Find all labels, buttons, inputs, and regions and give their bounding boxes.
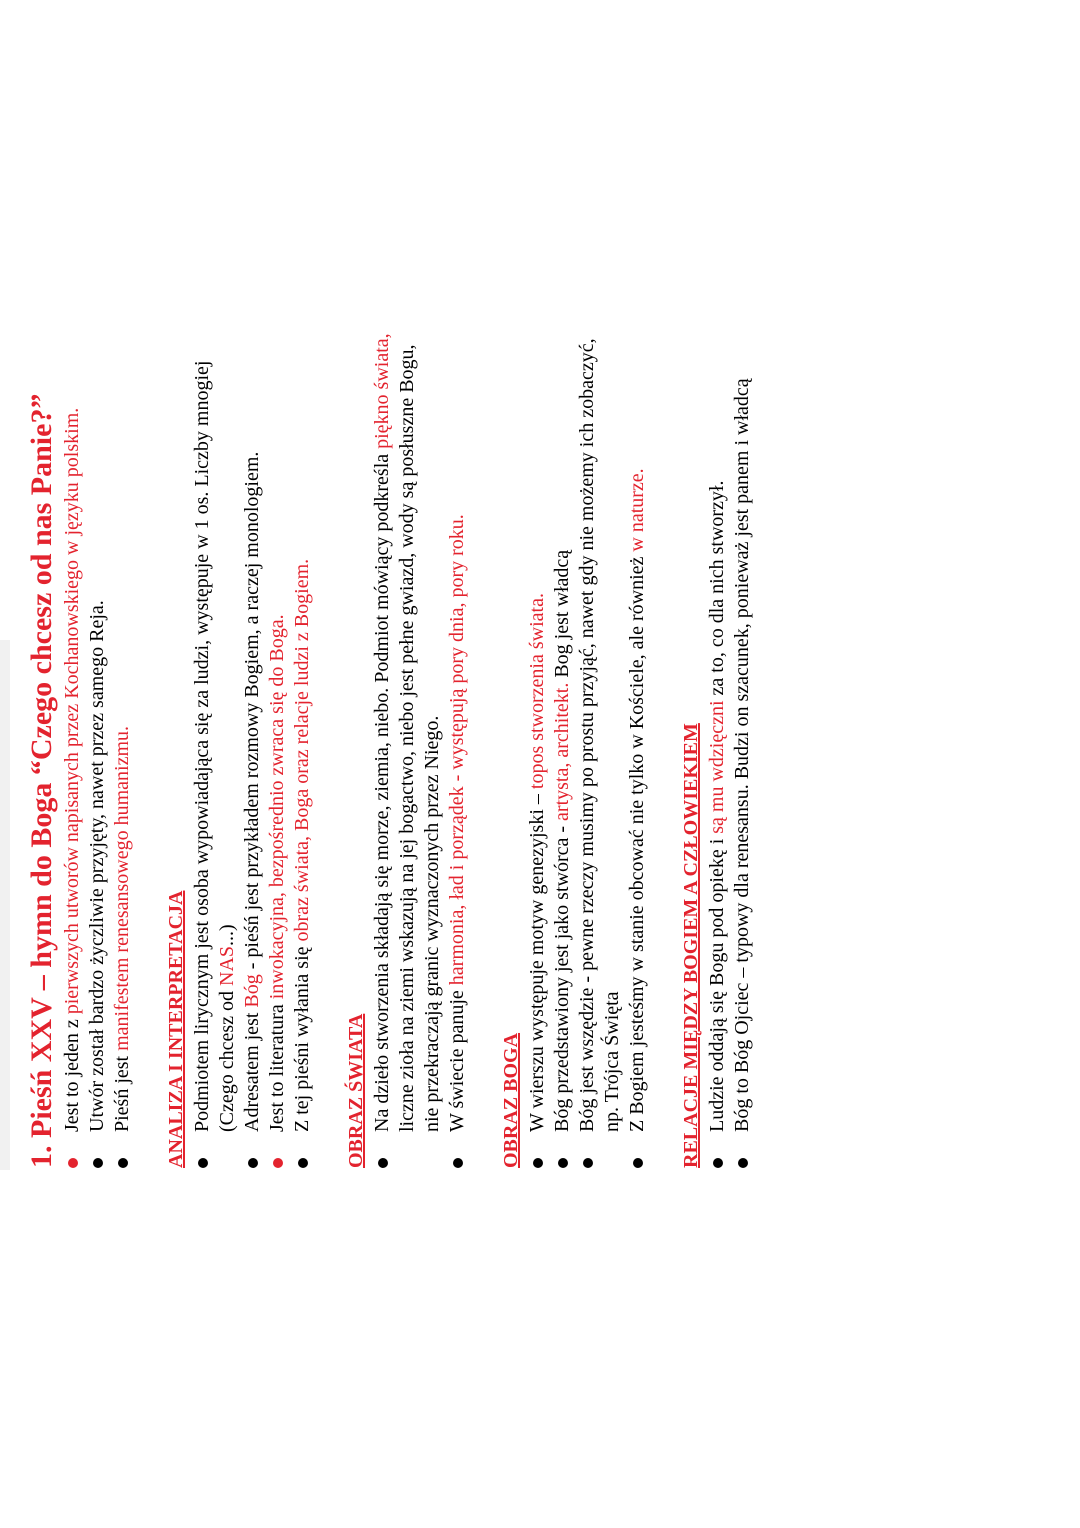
item-text: Pieśń jest bbox=[111, 1050, 133, 1132]
highlighted-text: manifestem renesansowego humanizmu. bbox=[111, 725, 133, 1051]
bullet-icon bbox=[533, 1158, 543, 1168]
list-item bbox=[110, 332, 135, 1168]
highlighted-text: są mu wdzięczni bbox=[706, 700, 728, 834]
list-item bbox=[60, 332, 85, 1168]
document-title: 1. Pieśń XXV – hymn do Boga “Czego chcesz od nas Panie?” bbox=[25, 393, 58, 1168]
list-item bbox=[190, 332, 240, 1168]
item-text: Bóg jest wszędzie - pewne rzeczy musimy po prostu przyjąć, nawet gdy nie możemy ich zobaczyć, np. Trójca Święta bbox=[576, 338, 623, 1132]
intro-list bbox=[60, 28, 135, 1168]
bullet-icon bbox=[738, 1158, 748, 1168]
list-item bbox=[730, 332, 755, 1168]
list-item bbox=[445, 332, 470, 1168]
red-bullet-icon bbox=[68, 1158, 78, 1168]
list-item bbox=[240, 332, 265, 1168]
item-text: Z tej pieśni wyłania się bbox=[291, 941, 313, 1132]
highlighted-text: w naturze. bbox=[626, 468, 648, 552]
bullet-icon bbox=[453, 1158, 463, 1168]
section-heading: RELACJE MIĘDZY BOGIEM A CZŁOWIEKIEM bbox=[680, 723, 702, 1168]
bullet-icon bbox=[93, 1158, 103, 1168]
list-item bbox=[625, 332, 650, 1168]
item-text: liczne zioła na ziemi wskazują na jej bogactwo, niebo jest pełne gwiazd, wody są posłuszne Bogu, nie przekraczają granic wyznaczonych przez Niego. bbox=[396, 344, 443, 1132]
highlighted-text: artysta, architekt. bbox=[551, 682, 573, 821]
item-text: za to, co dla nich stworzył. bbox=[706, 480, 728, 701]
item-text: Bóg to Bóg Ojciec – typowy dla renesansu. Budzi on szacunek, ponieważ jest panem i władcą bbox=[731, 378, 753, 1132]
list-item bbox=[370, 332, 445, 1168]
highlighted-text: harmonia, ład i porządek - występują pory dnia, pory roku. bbox=[446, 514, 468, 986]
section-list bbox=[370, 28, 470, 1168]
list-item bbox=[290, 332, 315, 1168]
bullet-icon bbox=[633, 1158, 643, 1168]
item-text: - pieśń jest przykładem rozmowy Bogiem, a raczej monologiem. bbox=[241, 451, 263, 975]
section-heading: ANALIZA I INTERPRETACJA bbox=[165, 890, 187, 1168]
highlighted-text: pierwszych utworów napisanych przez Kochanowskiego w języku polskim. bbox=[61, 407, 83, 1015]
item-text: ...) bbox=[216, 924, 238, 946]
section-heading: OBRAZ ŚWIATA bbox=[345, 1013, 367, 1168]
item-text: Jest to jeden z bbox=[61, 1014, 83, 1132]
list-item bbox=[550, 332, 575, 1168]
list-item bbox=[575, 332, 625, 1168]
highlighted-text: topos stworzenia świata. bbox=[526, 593, 548, 790]
bullet-icon bbox=[118, 1158, 128, 1168]
section-list bbox=[525, 28, 650, 1168]
highlighted-text: Bóg bbox=[241, 974, 263, 1008]
highlighted-text: inwokacyjna, bezpośrednio zwraca się do Boga. bbox=[266, 614, 288, 1000]
bullet-icon bbox=[298, 1158, 308, 1168]
bullet-icon bbox=[198, 1158, 208, 1168]
item-text: Na dzieło stworzenia składają się morze, ziemia, niebo. Podmiot mówiący podkreśla bbox=[371, 448, 393, 1132]
document-content bbox=[24, 28, 755, 1168]
item-text: Bog jest władcą bbox=[551, 549, 573, 683]
sections bbox=[135, 28, 755, 1168]
section-list bbox=[705, 28, 755, 1168]
item-text: Podmiotem lirycznym jest osoba wypowiadająca się za ludzi, występuje w 1 os. Liczby mnogiej (Czego chcesz od bbox=[191, 360, 238, 1132]
bullet-icon bbox=[378, 1158, 388, 1168]
bullet-icon bbox=[248, 1158, 258, 1168]
item-text: Utwór został bardzo życzliwie przyjęty, nawet przez samego Reja. bbox=[86, 600, 108, 1132]
list-item bbox=[705, 332, 730, 1168]
section-list bbox=[190, 28, 315, 1168]
red-bullet-icon bbox=[273, 1158, 283, 1168]
item-text: Jest to literatura bbox=[266, 999, 288, 1132]
highlighted-text: obraz świata, Boga oraz relacje ludzi z Bogiem. bbox=[291, 558, 313, 942]
list-item bbox=[85, 332, 110, 1168]
item-text: W świecie panuje bbox=[446, 985, 468, 1132]
item-text: Bóg przedstawiony jest jako stwórca - bbox=[551, 820, 573, 1132]
item-text: W wierszu występuje motyw genezyjski – bbox=[526, 789, 548, 1132]
item-text: Adresatem jest bbox=[241, 1007, 263, 1132]
bullet-icon bbox=[558, 1158, 568, 1168]
highlighted-text: piękno świata, bbox=[371, 333, 393, 449]
list-item bbox=[265, 332, 290, 1168]
item-text: Z Bogiem jesteśmy w stanie obcować nie tylko w Kościele, ale również bbox=[626, 551, 648, 1132]
item-text: Ludzie oddają się Bogu pod opiekę i bbox=[706, 833, 728, 1132]
section-heading: OBRAZ BOGA bbox=[500, 1032, 522, 1168]
list-item bbox=[525, 332, 550, 1168]
bullet-icon bbox=[713, 1158, 723, 1168]
highlighted-text: NAS bbox=[216, 945, 238, 986]
bullet-icon bbox=[583, 1158, 593, 1168]
